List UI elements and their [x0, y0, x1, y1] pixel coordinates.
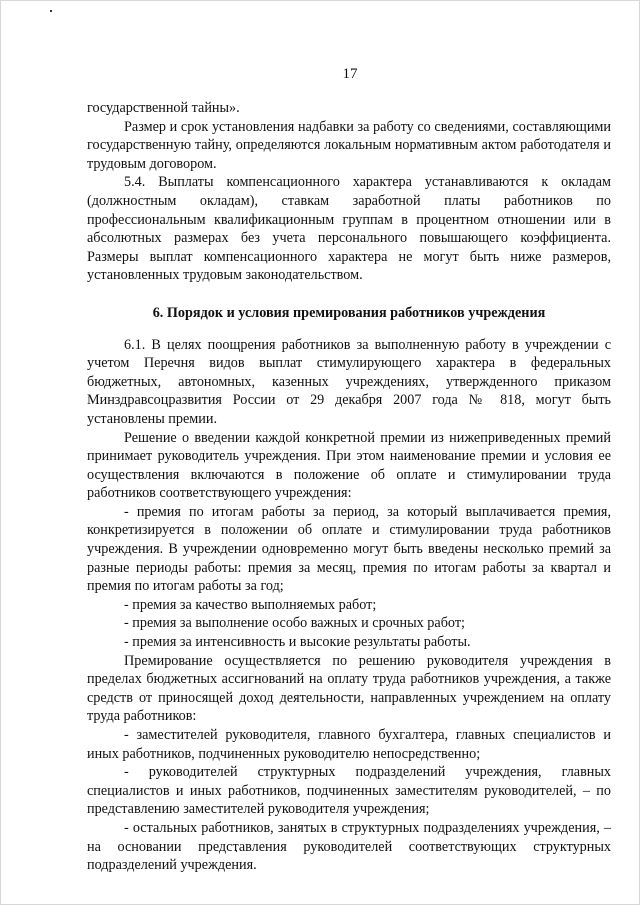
paragraph: 5.4. Выплаты компенсационного характера устанавливаются к окладам (должностным окладам), ставкам заработной платы работников по профессиональным квалификационным группам в процентном отношении или в абсолютных размерах без учета персонального повышающего коэффициента. Размеры выплат компенсационного характера не могут быть ниже размеров, установленных трудовым законодательством.	[87, 174, 611, 284]
list-item: - премия за выполнение особо важных и срочных работ;	[124, 615, 465, 632]
page-number: 17	[342, 66, 358, 82]
paragraph: государственной тайны».	[87, 100, 240, 116]
paragraph: Премирование осуществляется по решению руководителя учреждения в пределах бюджетных ассигнований на оплату труда работников учреждения, а также средств от приносящей доход деятельности, направленных учреждением на оплату труда работников:	[87, 652, 611, 725]
paragraph: Размер и срок установления надбавки за работу со сведениями, составляющими государственную тайну, определяются локальным нормативным актом работодателя и трудовым договором.	[87, 118, 611, 172]
section-heading: 6. Порядок и условия премирования работников учреждения	[152, 304, 546, 321]
list-item: - руководителей структурных подразделений учреждения, главных специалистов и иных работников, подчиненных заместителям руководителей, – по представлению заместителей руководителя учреждения;	[87, 764, 611, 818]
list-item: - премия по итогам работы за период, за который выплачивается премия, конкретизируется в положении об оплате и стимулировании труда работников учреждения. В учреждении одновременно могут быть введены несколько премий за разные периоды работы: премия за месяц, премия по итогам работы за квартал и премия по итогам работы за год;	[87, 503, 611, 595]
list-item: - остальных работников, занятых в структурных подразделениях учреждения, – на основании представления руководителей соответствующих структурных подразделений учреждения.	[87, 819, 611, 874]
scan-mark	[50, 10, 52, 12]
paragraph: 6.1. В целях поощрения работников за выполненную работу в учреждении с учетом Перечня видов выплат стимулирующего характера в федеральных бюджетных, автономных, казенных учреждениях, утвержденного приказом Минздравсоцразвития России от 29 декабря 2007 года № 818, могут быть установлены премии.	[87, 336, 611, 427]
document-body	[87, 99, 611, 875]
paragraph: Решение о введении каждой конкретной премии из нижеприведенных премий принимает руководитель учреждения. При этом наименование премии и условия ее осуществления включаются в положение об оплате и стимулировании труда работников соответствующего учреждения:	[87, 429, 611, 502]
list-item: - премия за интенсивность и высокие результаты работы.	[124, 634, 471, 651]
list-item: - премия за качество выполняемых работ;	[124, 596, 377, 613]
list-item: - заместителей руководителя, главного бухгалтера, главных специалистов и иных работников, подчиненных руководителю непосредственно;	[87, 727, 611, 762]
